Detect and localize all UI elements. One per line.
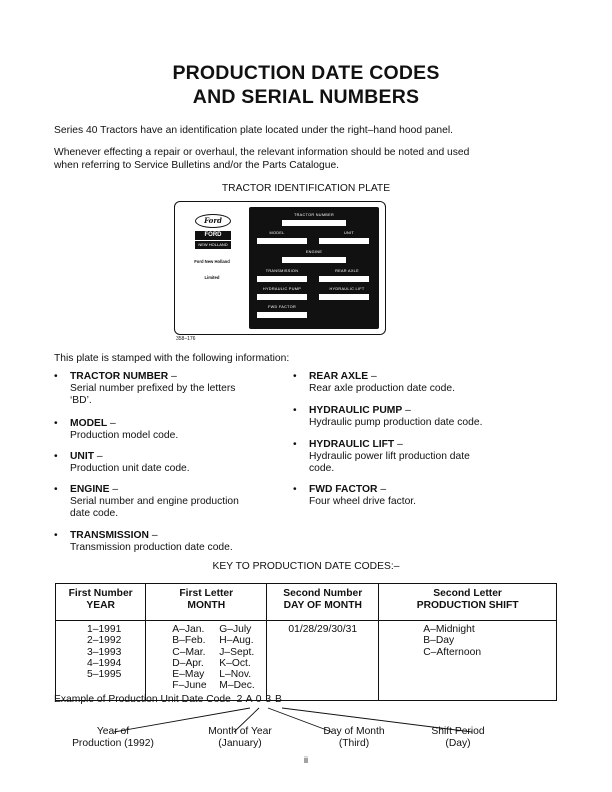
bullet-tractor-number: • TRACTOR NUMBER – Serial number prefixed by the letters ‘BD’. bbox=[54, 371, 236, 406]
intro-paragraph-2-line2: when referring to Service Bulletins and/or the Parts Catalogue. bbox=[54, 160, 340, 171]
shift-cell: A–Midnight B–Day C–Afternoon bbox=[379, 621, 557, 701]
plate-label-hydraulic-lift: HYDRAULIC LIFT bbox=[329, 287, 365, 291]
plate-label-unit: UNIT bbox=[343, 231, 355, 235]
stamped-intro: This plate is stamped with the following information: bbox=[54, 353, 290, 364]
example-part-shift: Shift Period (Day) bbox=[431, 726, 485, 749]
bullet-rear-axle: • REAR AXLE – Rear axle production date code. bbox=[293, 371, 455, 394]
bullet-hydraulic-pump: • HYDRAULIC PUMP – Hydraulic pump production date code. bbox=[293, 405, 483, 428]
month-cell: A–Jan. G–July B–Feb. H–Aug. C–Mar. J–Sept. D–Apr. K–Oct. E–May L–Nov. F–June M–Dec. bbox=[146, 621, 267, 701]
header-month: First Letter MONTH bbox=[146, 584, 267, 621]
bullet-transmission: • TRANSMISSION – Transmission production date code. bbox=[54, 530, 233, 553]
key-heading: KEY TO PRODUCTION DATE CODES:– bbox=[212, 561, 400, 572]
header-day: Second Number DAY OF MONTH bbox=[267, 584, 379, 621]
header-shift: Second Letter PRODUCTION SHIFT bbox=[379, 584, 557, 621]
plate-company-line2: Limited bbox=[204, 275, 220, 280]
bullet-dot: • bbox=[293, 484, 297, 495]
plate-label-hydraulic-pump: HYDRAULIC PUMP bbox=[262, 287, 302, 291]
bullet-unit: • UNIT – Production unit date code. bbox=[54, 451, 190, 474]
example-label: Example of Production Unit Date Code 2 A 0 3 B bbox=[54, 694, 283, 705]
plate-heading: TRACTOR IDENTIFICATION PLATE bbox=[221, 183, 391, 194]
plate-label-tractor-number: TRACTOR NUMBER bbox=[294, 213, 334, 217]
plate-label-rear-axle: REAR AXLE bbox=[335, 269, 359, 273]
plate-label-model: MODEL bbox=[269, 231, 285, 235]
day-cell: 01/28/29/30/31 bbox=[267, 621, 379, 701]
plate-company-line1: Ford New Holland bbox=[194, 259, 230, 264]
bullet-dot: • bbox=[54, 418, 58, 429]
plate-label-transmission: TRANSMISSION bbox=[265, 269, 299, 273]
example-part-day: Day of Month (Third) bbox=[323, 726, 385, 749]
bullet-dot: • bbox=[293, 371, 297, 382]
plate-brand-ford: FORD bbox=[195, 231, 231, 240]
example-code: 2 A 0 3 B bbox=[236, 694, 283, 705]
plate-brand-new-holland: NEW HOLLAND bbox=[195, 241, 231, 249]
bullet-dot: • bbox=[54, 530, 58, 541]
plate-label-fwd-factor: FWD FACTOR bbox=[267, 305, 297, 309]
bullet-fwd-factor: • FWD FACTOR – Four wheel drive factor. bbox=[293, 484, 417, 507]
bullet-dot: • bbox=[54, 484, 58, 495]
ford-logo: Ford bbox=[195, 214, 231, 228]
page-number: ii bbox=[304, 755, 308, 765]
plate-label-engine: ENGINE bbox=[305, 250, 323, 254]
year-cell: 1–1991 2–1992 3–1993 4–1994 5–1995 bbox=[56, 621, 146, 701]
intro-paragraph-2-line1: Whenever effecting a repair or overhaul, the relevant information should be noted and used bbox=[54, 147, 470, 158]
bullet-dot: • bbox=[293, 439, 297, 450]
bullet-hydraulic-lift: • HYDRAULIC LIFT – Hydraulic power lift production date code. bbox=[293, 439, 470, 474]
bullet-dot: • bbox=[54, 451, 58, 462]
figure-number: 358–176 bbox=[176, 336, 196, 342]
bullet-dot: • bbox=[54, 371, 58, 382]
bullet-model: • MODEL – Production model code. bbox=[54, 418, 179, 441]
example-part-year: Year of Production (1992) bbox=[72, 726, 154, 749]
bullet-dot: • bbox=[293, 405, 297, 416]
header-year: First Number YEAR bbox=[56, 584, 146, 621]
intro-paragraph-1: Series 40 Tractors have an identification plate located under the right–hand hood panel. bbox=[54, 125, 453, 136]
page-title-line2: AND SERIAL NUMBERS bbox=[192, 86, 420, 108]
bullet-engine: • ENGINE – Serial number and engine production date code. bbox=[54, 484, 239, 519]
page-title-line1: PRODUCTION DATE CODES bbox=[172, 62, 440, 84]
example-part-month: Month of Year (January) bbox=[208, 726, 272, 749]
